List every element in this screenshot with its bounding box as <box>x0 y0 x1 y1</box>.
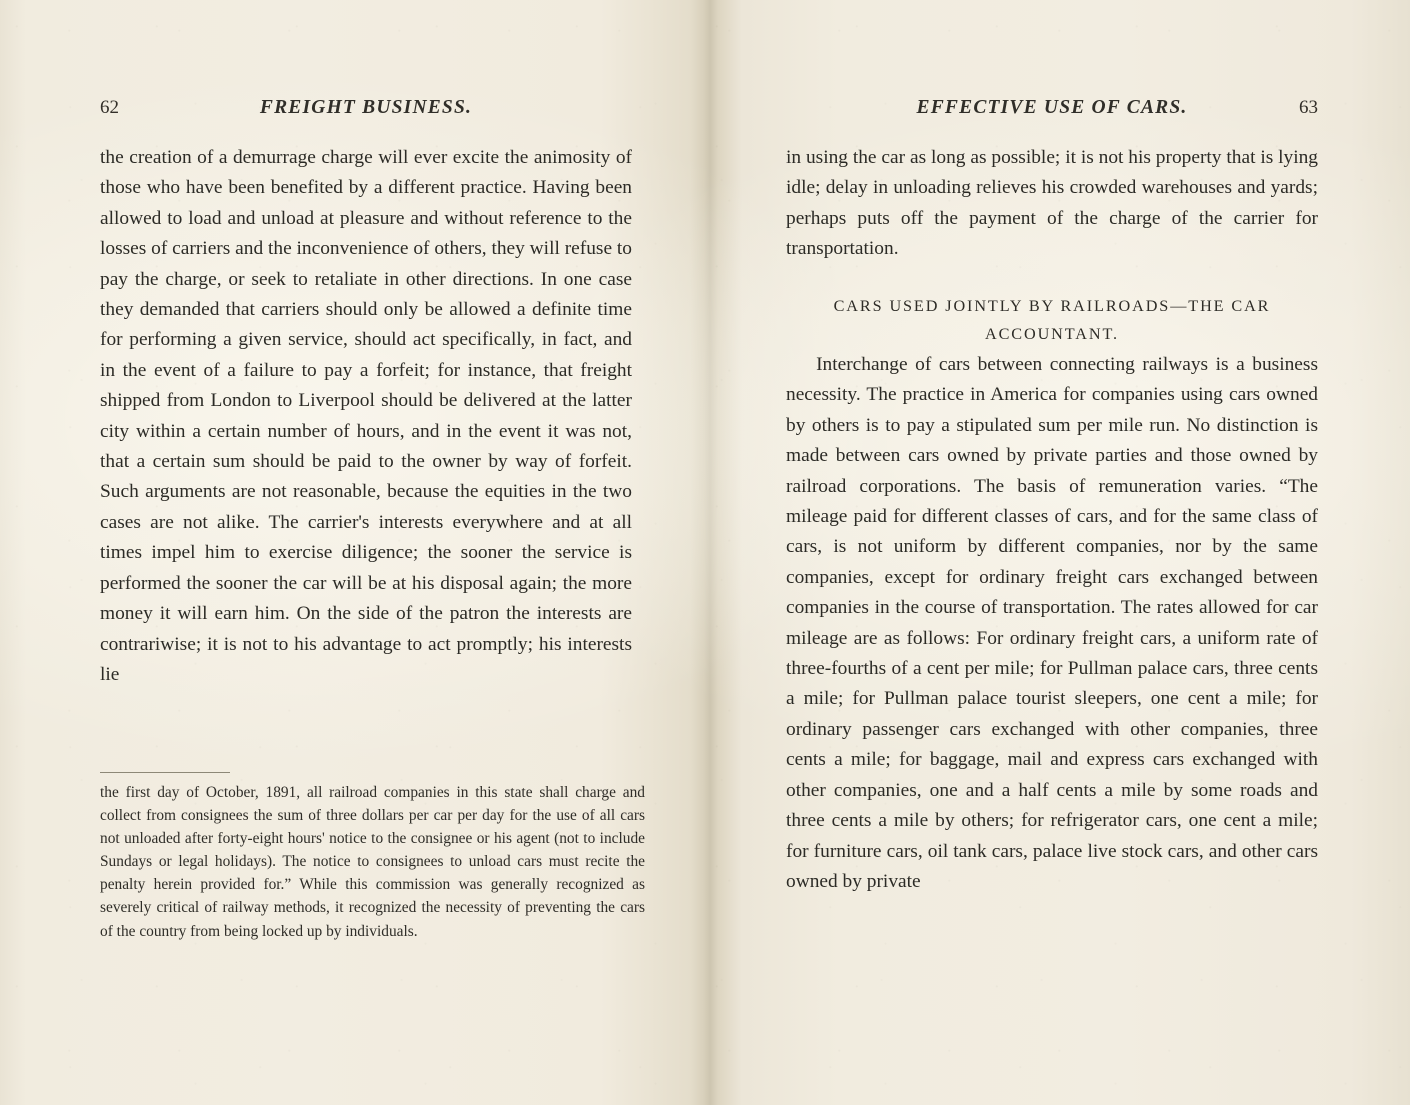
paragraph: Interchange of cars between connecting railways is a business necessity. The practice in America for companies using cars owned by others is to pay a stipulated sum per mile run. No distinction is made between cars owned by private parties and those owned by railroad corporations. The basis of remuneration varies. “The mileage paid for different classes of cars, and for the same class of cars, is not uniform by different companies, nor by the same companies, except for ordinary freight cars exchanged between companies in the course of transportation. The rates allowed for car mileage are as follows: For ordinary freight cars, a uniform rate of three-fourths of a cent per mile; for Pullman palace cars, three cents a mile; for Pullman palace tourist sleepers, one cent a mile; for ordinary passenger cars exchanged with other companies, three cents a mile; for baggage, mail and express cars exchanged with other companies, one and a half cents a mile by some roads and three cents a mile by others; for refrigerator cars, one cent a mile; for furniture cars, oil tank cars, palace live stock cars, and other cars owned by private <box>786 354 1318 892</box>
right-page-body-text-top <box>786 143 1318 265</box>
right-page-body-text-main <box>786 350 1318 897</box>
footnote-block <box>100 781 645 943</box>
left-page-body-text <box>100 143 632 690</box>
section-heading-line-1: CARS USED JOINTLY BY RAILROADS—THE CAR <box>833 297 1271 315</box>
footnote-paragraph: the first day of October, 1891, all railroad companies in this state shall charge and collect from consignees the sum of three dollars per car per day for the use of all cars not unloaded after forty-eight hours' notice to the consignee or his agent (not to include Sundays or legal holidays). The notice to consignees to unload cars must recite the penalty herein provided for.” While this commission was generally recognized as severely critical of railway methods, it recognized the necessity of preventing the cars of the country from being locked up by individuals. <box>100 784 645 940</box>
page-number-left: 62 <box>100 97 119 118</box>
footnote-separator-rule <box>100 772 230 773</box>
section-heading <box>786 292 1318 348</box>
running-head-left: FREIGHT BUSINESS. <box>259 97 473 118</box>
paragraph: in using the car as long as possible; it is not his property that is lying idle; delay in unloading relieves his crowded warehouses and yards; perhaps puts off the payment of the charge of the carrier for transportation. <box>786 147 1318 260</box>
section-heading-line-2: ACCOUNTANT. <box>985 325 1119 343</box>
page-number-right: 63 <box>1299 97 1318 118</box>
running-head-right: EFFECTIVE USE OF CARS. <box>916 97 1188 118</box>
paragraph: the creation of a demurrage charge will ever excite the animosity of those who have been benefited by a different practice. Having been allowed to load and unload at pleasure and without reference to the losses of carriers and the inconvenience of others, they will refuse to pay the charge, or seek to retaliate in other directions. In one case they demanded that carriers should only be allowed a definite time for performing a given service, should act specifically, in fact, and in the event of a failure to pay a forfeit; for instance, that freight shipped from London to Liverpool should be delivered at the latter city within a certain number of hours, and in the event it was not, that a certain sum should be paid to the owner by way of forfeit. Such arguments are not reasonable, because the equities in the two cases are not alike. The carrier's interests everywhere and at all times impel him to exercise diligence; the sooner the service is performed the sooner the car will be at his disposal again; the more money it will earn him. On the side of the patron the interests are contrariwise; it is not to his advantage to act promptly; his interests lie <box>100 147 632 685</box>
